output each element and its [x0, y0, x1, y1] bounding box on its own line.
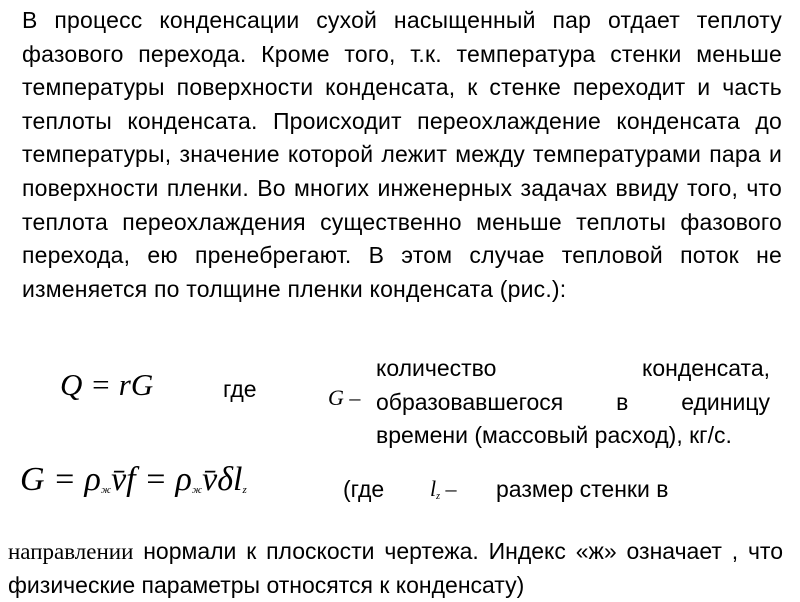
subscript-z: z [242, 484, 247, 496]
lz-subscript: z [436, 491, 441, 502]
formula-2-left: G = ρ [20, 461, 101, 498]
g-symbol: G – [328, 385, 361, 410]
bottom-paragraph [8, 535, 783, 602]
g-description: количество конденсата, образовавшегося в единицу времени (массовый расход), кг/с. [376, 355, 770, 449]
lz-symbol [430, 476, 457, 502]
lz-letter: l [430, 476, 437, 501]
formula-2-right: v̄δl [202, 461, 243, 498]
formula-2-mid: v̄f = ρ [111, 461, 192, 498]
bottom-first-word: направлении [8, 539, 134, 564]
subscript-zh-1: ж [100, 484, 112, 496]
subscript-zh-2: ж [191, 484, 203, 496]
main-paragraph: В процесс конденсации сухой насыщенный пар отдает теплоту фазового перехода. Кроме того, т.к. температура стенки меньше температуры поверхности конденсата, к стенке переходит и часть теплоты конденсата. Происходит переохлаждение конденсата до температуры, значение которой лежит между температурами пара и поверхности пленки. Во многих инженерных задачах ввиду того, что теплота переохлаждения существенно меньше теплоты фазового перехода, ею пренебрегают. В этом случае тепловой поток не изменяется по толщине пленки конденсата (рис.): [22, 7, 782, 302]
where-label-2: (где [343, 476, 385, 502]
formula-mass-flow [20, 461, 247, 499]
lz-dash: – [440, 476, 457, 501]
bottom-rest: нормали к плоскости чертежа. Индекс «ж» означает , что физические параметры относятся к конденсату) [8, 538, 783, 598]
where-label-1: где [223, 376, 257, 402]
lz-description: размер стенки в [496, 476, 669, 502]
formula-q-equals-rg: Q = rG [60, 367, 154, 402]
